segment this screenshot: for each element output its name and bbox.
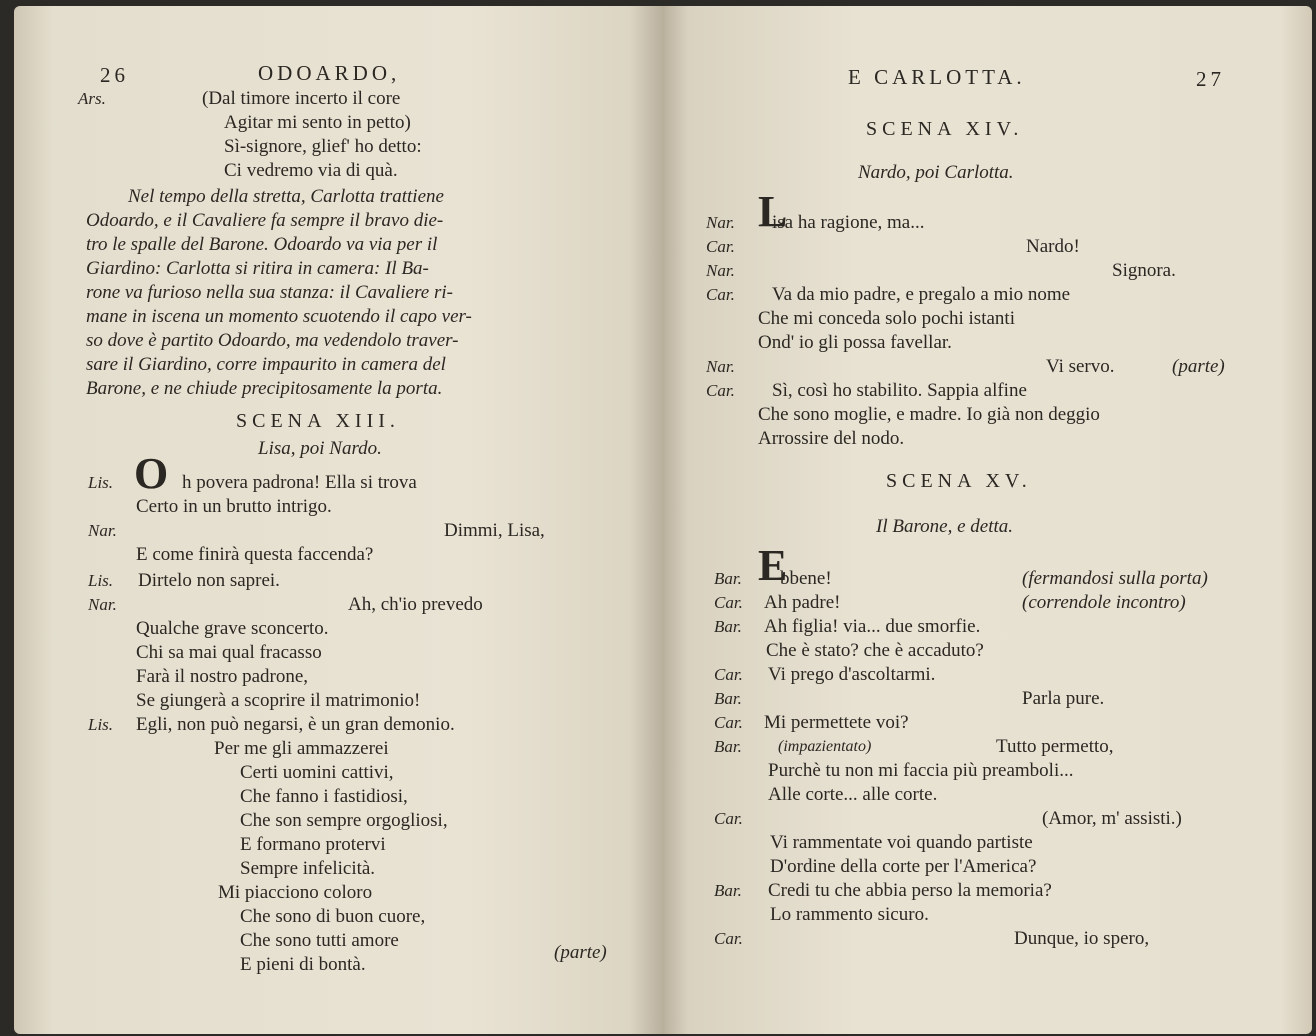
scene-title: SCENA XIII. — [236, 410, 400, 432]
stage-direction: Nel tempo della stretta, Carlotta trattiene — [128, 186, 444, 207]
verse-line: Agitar mi sento in petto) — [224, 112, 411, 133]
verse-line: Va da mio padre, e pregalo a mio nome — [772, 284, 1071, 305]
verse-line: E come finirà questa faccenda? — [136, 544, 374, 565]
stage-direction: mane in iscena un momento scuotendo il capo ver- — [86, 306, 472, 327]
speaker-label: Bar. — [714, 617, 742, 636]
verse-line: Certo in un brutto intrigo. — [136, 496, 332, 517]
verse-line: Sì-signore, glief' ho detto: — [224, 136, 422, 157]
drop-cap: L — [758, 187, 788, 236]
verse-line: Ah padre! — [764, 592, 841, 613]
verse-line: Credi tu che abbia perso la memoria? — [768, 880, 1052, 901]
stage-direction: (parte) — [554, 942, 607, 963]
speaker-label: Car. — [706, 381, 735, 400]
stage-direction: Giardino: Carlotta si ritira in camera: Il Ba- — [86, 258, 429, 279]
verse-line: Che mi conceda solo pochi istanti — [758, 308, 1015, 329]
verse-line: Farà il nostro padrone, — [136, 666, 309, 687]
verse-line: Signora. — [1112, 260, 1176, 281]
speaker-label: Lis. — [88, 715, 114, 734]
page-number: 26 — [100, 63, 129, 87]
speaker-label: Car. — [714, 713, 743, 732]
speaker-label: Nar. — [88, 521, 117, 540]
speaker-label: Lis. — [88, 571, 114, 590]
speaker-label: Car. — [714, 593, 743, 612]
stage-direction: sare il Giardino, corre impaurito in camera del — [86, 354, 446, 375]
verse-line: isa ha ragione, ma... — [772, 212, 925, 233]
verse-line: Tutto permetto, — [996, 736, 1114, 757]
speaker-label: Lis. — [88, 473, 114, 492]
speaker-label: Bar. — [714, 689, 742, 708]
speaker-label: Nar. — [706, 261, 735, 280]
speaker-label: Ars. — [78, 89, 106, 108]
verse-line: Che è stato? che è accaduto? — [766, 640, 984, 661]
verse-line: Che son sempre orgogliosi, — [240, 810, 448, 831]
verse-line: Ci vedremo via di quà. — [224, 160, 398, 181]
stage-direction: (fermandosi sulla porta) — [1022, 568, 1208, 589]
speaker-label: Car. — [706, 285, 735, 304]
verse-line: Vi rammentate voi quando partiste — [770, 832, 1033, 853]
verse-line: Qualche grave sconcerto. — [136, 618, 329, 639]
right-page — [662, 6, 1312, 1034]
speaker-label: Nar. — [706, 213, 735, 232]
running-head: E CARLOTTA. — [848, 65, 1026, 89]
verse-line: Chi sa mai qual fracasso — [136, 642, 322, 663]
drop-cap: O — [134, 449, 169, 498]
stage-direction: Barone, e ne chiude precipitosamente la porta. — [86, 378, 443, 399]
verse-line: Sempre infelicità. — [240, 858, 376, 879]
scene-title: SCENA XIV. — [866, 118, 1024, 140]
verse-line: D'ordine della corte per l'America? — [770, 856, 1037, 877]
scene-title: SCENA XV. — [886, 470, 1032, 492]
verse-line: Arrossire del nodo. — [758, 428, 905, 449]
verse-line: E formano protervi — [240, 834, 386, 855]
stage-direction: so dove è partito Odoardo, ma vedendolo traver- — [86, 330, 459, 351]
speaker-label: Bar. — [714, 737, 742, 756]
speaker-label: Car. — [714, 929, 743, 948]
verse-line: Vi prego d'ascoltarmi. — [768, 664, 936, 685]
scene-cast: Nardo, poi Carlotta. — [858, 162, 1014, 183]
speaker-label: Nar. — [706, 357, 735, 376]
stage-direction: Odoardo, e il Cavaliere fa sempre il bravo die- — [86, 210, 444, 231]
verse-line: (Amor, m' assisti.) — [1042, 808, 1182, 829]
verse-line: Purchè tu non mi faccia più preamboli... — [768, 760, 1074, 781]
stage-direction: tro le spalle del Barone. Odoardo va via per il — [86, 234, 438, 255]
stage-direction: (parte) — [1172, 356, 1225, 377]
stage-direction: (impazientato) — [778, 738, 872, 755]
left-page — [14, 6, 662, 1034]
verse-line: bbene! — [780, 568, 832, 589]
scene-cast: Lisa, poi Nardo. — [258, 438, 382, 459]
verse-line: E pieni di bontà. — [240, 954, 366, 975]
verse-line: Che sono moglie, e madre. Io già non deggio — [758, 404, 1100, 425]
verse-line: Ah, ch'io prevedo — [348, 594, 483, 615]
stage-direction: (correndole incontro) — [1022, 592, 1186, 613]
page-number: 27 — [1196, 67, 1225, 91]
scene-cast: Il Barone, e detta. — [876, 516, 1014, 537]
drop-cap: E — [758, 541, 788, 590]
verse-line: Sì, così ho stabilito. Sappia alfine — [772, 380, 1027, 401]
verse-line: Mi permettete voi? — [764, 712, 909, 733]
verse-line: Dimmi, Lisa, — [444, 520, 545, 541]
verse-line: Se giungerà a scoprire il matrimonio! — [136, 690, 421, 711]
verse-line: Dirtelo non saprei. — [138, 570, 280, 591]
verse-line: Che sono di buon cuore, — [240, 906, 426, 927]
verse-line: Ond' io gli possa favellar. — [758, 332, 952, 353]
stage-direction: rone va furioso nella sua stanza: il Cavaliere ri- — [86, 282, 453, 303]
verse-line: Che fanno i fastidiosi, — [240, 786, 408, 807]
speaker-label: Car. — [714, 809, 743, 828]
verse-line: Egli, non può negarsi, è un gran demonio. — [136, 714, 455, 735]
verse-line: Dunque, io spero, — [1014, 928, 1150, 949]
speaker-label: Car. — [706, 237, 735, 256]
verse-line: Che sono tutti amore — [240, 930, 399, 951]
running-head: ODOARDO, — [258, 61, 401, 85]
verse-line: Certi uomini cattivi, — [240, 762, 394, 783]
speaker-label: Nar. — [88, 595, 117, 614]
verse-line: h povera padrona! Ella si trova — [182, 472, 417, 493]
speaker-label: Bar. — [714, 569, 742, 588]
verse-line: Alle corte... alle corte. — [768, 784, 938, 805]
verse-line: Nardo! — [1026, 236, 1080, 257]
verse-line: (Dal timore incerto il core — [202, 88, 401, 109]
verse-line: Parla pure. — [1022, 688, 1105, 709]
verse-line: Per me gli ammazzerei — [214, 738, 389, 759]
verse-line: Vi servo. — [1046, 356, 1115, 377]
verse-line: Lo rammento sicuro. — [770, 904, 929, 925]
verse-line: Ah figlia! via... due smorfie. — [764, 616, 981, 637]
verse-line: Mi piacciono coloro — [218, 882, 373, 903]
speaker-label: Bar. — [714, 881, 742, 900]
speaker-label: Car. — [714, 665, 743, 684]
